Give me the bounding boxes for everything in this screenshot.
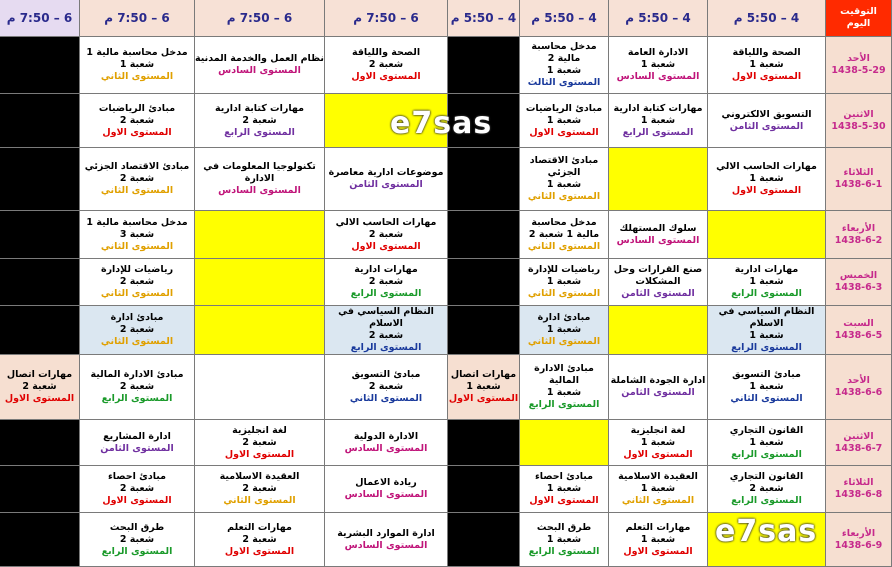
course-cell[interactable] [325, 355, 448, 420]
course-level: المستوى الرابع [731, 342, 802, 353]
empty-slot [520, 420, 609, 466]
course-level: المستوى الرابع [101, 393, 173, 404]
course-level: المستوى السادس [616, 234, 700, 246]
empty-slot [0, 513, 80, 567]
course-name: مبادئ التسويق [732, 369, 801, 380]
course-name: الصحة واللياقة [732, 47, 801, 58]
day-name: الأربعاء [841, 222, 876, 234]
course-cell[interactable] [80, 148, 195, 211]
course-name: مدخل محاسبة مالية 1 [86, 216, 188, 228]
course-cell[interactable] [708, 37, 826, 94]
course-name: مبادئ احصاء [107, 471, 167, 482]
empty-slot [195, 306, 325, 355]
course-section: شعبة 1 [546, 387, 582, 398]
course-cell[interactable] [325, 148, 448, 211]
day-name: الأحد [847, 53, 870, 64]
course-level: المستوى الثاني [621, 495, 695, 506]
day-date: 1438-6-2 [834, 234, 883, 246]
empty-slot [0, 420, 80, 466]
day-date: 1438-6-1 [834, 179, 883, 190]
course-level: المستوى الثاني [100, 336, 174, 347]
course-cell[interactable] [325, 466, 448, 513]
course-name: مهارات ادارية [354, 264, 418, 275]
course-cell[interactable] [325, 259, 448, 306]
course-name: مبادئ الاقتصاد الجزئي [84, 161, 190, 172]
course-name: مدخل محاسبة مالية 1 [86, 47, 188, 58]
course-name: نظام العمل والخدمة المدنية [195, 53, 324, 64]
course-name: رياضيات للإدارة [527, 264, 601, 275]
course-name: التسويق الالكتروني [721, 108, 812, 120]
course-level: المستوى الثاني [349, 393, 423, 404]
course-level: المستوى الثامن [349, 179, 423, 190]
course-cell[interactable] [609, 259, 708, 306]
time-header [80, 0, 195, 37]
course-name: مهارات كتابة ادارية [613, 102, 703, 114]
course-cell[interactable] [325, 211, 448, 259]
empty-slot [448, 420, 520, 466]
course-cell[interactable] [195, 37, 325, 94]
course-level: المستوى الاول [351, 71, 421, 82]
day-date: 1438-6-7 [834, 442, 883, 454]
course-section: شعبة 1 [749, 436, 784, 448]
time-header-label: 6 – 7:50 م [6, 11, 73, 25]
course-level: المستوى الرابع [224, 126, 295, 138]
course-section: شعبة 2 [119, 533, 155, 545]
course-level: المستوى الثالث [527, 77, 601, 88]
course-name: الصحة واللياقة [351, 47, 421, 58]
empty-slot [448, 37, 520, 94]
course-level: المستوى الاول [623, 448, 693, 460]
course-section: شعبة 2 [749, 483, 784, 494]
course-cell[interactable] [520, 355, 609, 420]
empty-slot [195, 355, 325, 420]
course-level: المستوى الاول [448, 393, 519, 404]
course-section: شعبة 2 [368, 381, 404, 392]
course-name: القانون التجاري [729, 424, 804, 436]
course-cell[interactable] [195, 94, 325, 148]
corner-day-label: اليوم [846, 18, 871, 29]
empty-slot [0, 37, 80, 94]
course-level: المستوى السادس [218, 65, 301, 76]
course-name: لغة انجليزية [232, 424, 287, 436]
time-header-label: 4 – 5:50 م [531, 11, 597, 25]
day-name: السبت [843, 318, 874, 329]
course-name: رياضيات للإدارة [100, 264, 174, 275]
course-cell[interactable] [80, 355, 195, 420]
day-cell [826, 259, 892, 306]
watermark-logo: e7sas [390, 106, 493, 141]
course-name: صنع القرارات وحل المشكلات [613, 264, 703, 287]
course-level: المستوى الثاني [100, 288, 174, 299]
empty-slot [609, 306, 708, 355]
course-section: شعبة 2 [368, 59, 404, 70]
day-cell [826, 355, 892, 420]
course-section: شعبة 2 [368, 228, 404, 240]
course-level: المستوى الرابع [350, 288, 422, 299]
course-section: شعبة 2 [242, 436, 277, 448]
course-cell[interactable] [325, 420, 448, 466]
day-name: الاثنين [843, 108, 874, 120]
day-date: 1438-5-30 [831, 120, 886, 132]
course-section: شعبة 2 [119, 381, 155, 392]
course-level: المستوى الاول [224, 545, 295, 557]
course-cell[interactable] [80, 420, 195, 466]
course-level: المستوى الاول [529, 126, 599, 138]
course-level: المستوى الثامن [100, 442, 174, 454]
course-level: المستوى الرابع [528, 399, 600, 410]
course-level: المستوى الاول [529, 495, 599, 506]
course-name: مهارات كتابة ادارية [214, 102, 305, 114]
course-section: شعبة 1 [546, 276, 582, 287]
day-cell [826, 94, 892, 148]
empty-slot [0, 94, 80, 148]
course-level: المستوى الثاني [223, 495, 296, 506]
course-section: شعبة 1 [749, 330, 784, 341]
day-cell [826, 148, 892, 211]
time-header [448, 0, 520, 37]
course-level: المستوى الاول [224, 448, 295, 460]
day-cell [826, 513, 892, 567]
course-name: مبادئ الرياضيات [98, 102, 176, 114]
course-level: المستوى الثاني [100, 185, 174, 196]
day-name: الثلاثاء [843, 477, 874, 488]
course-cell[interactable] [609, 466, 708, 513]
course-name: مبادئ الرياضيات [525, 102, 603, 114]
course-name: مبادئ الادارة المالية [534, 363, 594, 386]
course-cell[interactable] [520, 259, 609, 306]
course-cell[interactable] [80, 466, 195, 513]
course-cell[interactable] [448, 355, 520, 420]
time-header-label: 4 – 5:50 م [450, 11, 517, 25]
course-name: العقيدة الاسلامية [618, 471, 698, 482]
empty-slot [0, 148, 80, 211]
empty-slot [448, 513, 520, 567]
course-name: سلوك المستهلك [619, 222, 697, 234]
course-cell[interactable] [325, 513, 448, 567]
day-name: الاثنين [843, 430, 874, 442]
course-section: شعبة 2 [368, 330, 404, 341]
empty-slot [448, 211, 520, 259]
time-header-label: 6 – 7:50 م [104, 11, 170, 25]
time-header [0, 0, 80, 37]
course-cell[interactable] [195, 513, 325, 567]
course-cell[interactable] [609, 355, 708, 420]
day-date: 1438-6-5 [834, 330, 883, 341]
empty-slot [448, 466, 520, 513]
course-section: شعبة 2 [119, 324, 155, 335]
course-cell[interactable] [520, 211, 609, 259]
empty-slot [448, 306, 520, 355]
watermark-logo: e7sas [709, 514, 823, 549]
course-name: مبادئ ادارة [110, 312, 164, 323]
day-date: 1438-5-29 [831, 65, 886, 76]
course-level: المستوى الثاني [100, 71, 174, 82]
course-cell[interactable] [520, 148, 609, 211]
course-cell[interactable] [708, 306, 826, 355]
course-level: المستوى الاول [731, 185, 802, 196]
course-section: شعبة 1 [749, 59, 784, 70]
course-name: مبادئ الادارة المالية [90, 369, 184, 380]
empty-slot [708, 211, 826, 259]
course-name: مبادئ الاقتصاد الجزئي [529, 155, 599, 178]
course-level: المستوى الرابع [622, 126, 694, 138]
course-name: مبادئ التسويق [351, 369, 421, 380]
course-cell[interactable] [325, 306, 448, 355]
day-date: 1438-6-8 [834, 489, 883, 500]
time-header-label: 4 – 5:50 م [733, 11, 800, 25]
course-name: ادارة الجودة الشاملة [610, 375, 706, 386]
course-name: ريادة الاعمال [355, 477, 417, 488]
course-name: مبادئ ادارة [537, 312, 591, 323]
day-name: الخميس [839, 270, 878, 281]
course-section: شعبة 2 [119, 173, 155, 184]
empty-slot [448, 148, 520, 211]
time-header-label: 6 – 7:50 م [226, 11, 293, 25]
course-level: المستوى الثامن [621, 387, 695, 398]
course-level: المستوى الرابع [101, 545, 173, 557]
course-level: المستوى الثاني [100, 240, 174, 252]
course-name: العقيدة الاسلامية [219, 471, 300, 482]
course-name: تكنولوجيا المعلومات في الادارة [203, 161, 316, 184]
course-level: المستوى الثاني [527, 191, 601, 202]
course-name: الادارة العامة [627, 47, 689, 58]
course-section: شعبة 2 [242, 533, 277, 545]
course-name: مهارات التعلم [227, 521, 292, 533]
course-section: شعبة 1 [546, 533, 582, 545]
course-cell[interactable] [708, 420, 826, 466]
course-cell[interactable] [520, 306, 609, 355]
time-header-label: 6 – 7:50 م [353, 11, 419, 25]
course-level: المستوى الرابع [731, 448, 802, 460]
course-section: شعبة 3 [119, 228, 155, 240]
day-cell [826, 466, 892, 513]
time-header-label: 4 – 5:50 م [625, 11, 691, 25]
empty-slot [609, 148, 708, 211]
course-section: شعبة 1 [749, 173, 784, 184]
course-cell[interactable] [708, 148, 826, 211]
course-section: شعبة 1 [546, 483, 582, 494]
course-level: المستوى الاول [731, 71, 802, 82]
course-section: شعبة 2 [22, 381, 57, 392]
course-name: طرق البحث [109, 521, 165, 533]
course-name: النظام السياسي في الاسلام [718, 306, 815, 329]
course-level: المستوى السادس [344, 539, 428, 551]
course-name: مبادئ احصاء [534, 471, 594, 482]
course-cell[interactable] [80, 211, 195, 259]
course-cell[interactable] [609, 94, 708, 148]
course-cell[interactable] [80, 513, 195, 567]
course-level: المستوى الثامن [621, 288, 695, 299]
course-cell[interactable] [0, 355, 80, 420]
course-cell[interactable] [708, 466, 826, 513]
course-level: المستوى السادس [344, 489, 428, 500]
empty-slot [0, 466, 80, 513]
time-header [195, 0, 325, 37]
course-cell[interactable] [520, 37, 609, 94]
course-name: ادارة المشاريع [103, 430, 171, 442]
course-name: مهارات اتصال [450, 369, 517, 380]
course-level: المستوى السادس [218, 185, 301, 196]
course-section: شعبة 1 [546, 65, 582, 76]
course-name: لغة انجليزية [630, 424, 686, 436]
course-name: مدخل محاسبة مالية 1 شعبة 2 [528, 216, 600, 240]
day-date: 1438-6-3 [834, 282, 883, 293]
corner-header [826, 0, 892, 37]
course-name: ادارة الموارد البشرية [337, 527, 435, 539]
course-cell[interactable] [609, 513, 708, 567]
empty-slot [0, 211, 80, 259]
course-name: مهارات الحاسب الالي [335, 216, 437, 228]
course-level: المستوى الثاني [527, 240, 601, 252]
empty-slot [448, 259, 520, 306]
course-cell[interactable] [80, 259, 195, 306]
course-level: المستوى الاول [102, 495, 172, 506]
course-level: المستوى الثاني [527, 288, 601, 299]
course-cell[interactable] [80, 94, 195, 148]
empty-slot [195, 211, 325, 259]
course-cell[interactable] [80, 306, 195, 355]
course-level: المستوى الثامن [729, 120, 804, 132]
course-section: شعبة 2 [119, 114, 155, 126]
day-cell [826, 211, 892, 259]
course-level: المستوى السادس [616, 71, 700, 82]
empty-slot [195, 259, 325, 306]
time-header [520, 0, 609, 37]
day-date: 1438-6-6 [834, 387, 883, 398]
course-section: شعبة 1 [640, 436, 676, 448]
course-section: شعبة 1 [466, 381, 501, 392]
course-section: شعبة 2 [242, 114, 277, 126]
course-cell[interactable] [325, 37, 448, 94]
course-level: المستوى الثاني [527, 336, 601, 347]
course-name: مهارات التعلم [625, 521, 691, 533]
course-name: مهارات ادارية [734, 264, 799, 275]
course-level: المستوى الرابع [350, 342, 422, 353]
course-cell[interactable] [80, 37, 195, 94]
course-section: شعبة 1 [749, 276, 784, 287]
course-section: شعبة 1 [546, 114, 582, 126]
course-cell[interactable] [195, 466, 325, 513]
corner-time-label: التوقيت [840, 6, 877, 17]
course-level: المستوى الثاني [730, 393, 803, 404]
course-name: طرق البحث [536, 521, 592, 533]
course-cell[interactable] [609, 211, 708, 259]
course-level: المستوى الرابع [731, 288, 802, 299]
day-cell [826, 37, 892, 94]
empty-slot [0, 306, 80, 355]
course-level: المستوى الاول [102, 126, 172, 138]
course-name: موضوعات ادارية معاصرة [328, 167, 444, 178]
course-cell[interactable] [520, 466, 609, 513]
course-cell[interactable] [520, 513, 609, 567]
course-section: شعبة 1 [546, 324, 582, 335]
course-level: المستوى الرابع [528, 545, 600, 557]
day-cell [826, 420, 892, 466]
course-cell[interactable] [708, 94, 826, 148]
course-level: المستوى الاول [623, 545, 693, 557]
course-cell[interactable] [195, 148, 325, 211]
course-cell[interactable] [708, 259, 826, 306]
day-name: الثلاثاء [843, 167, 874, 178]
course-cell[interactable] [195, 420, 325, 466]
course-cell[interactable] [609, 37, 708, 94]
course-name: القانون التجاري [729, 471, 804, 482]
course-name: الادارة الدولية [353, 430, 419, 442]
course-name: مدخل محاسبة مالية 2 [531, 41, 597, 64]
course-name: مهارات اتصال [6, 369, 73, 380]
course-section: شعبة 1 [119, 59, 155, 70]
day-name: الأحد [847, 375, 870, 386]
course-level: المستوى الاول [4, 393, 75, 404]
course-cell[interactable] [708, 355, 826, 420]
course-cell[interactable] [520, 94, 609, 148]
time-header [325, 0, 448, 37]
course-section: شعبة 2 [242, 483, 277, 494]
course-section: شعبة 2 [119, 483, 155, 494]
day-name: الأربعاء [841, 527, 876, 539]
course-section: شعبة 2 [368, 276, 404, 287]
course-section: شعبة 1 [640, 533, 676, 545]
course-section: شعبة 1 [640, 114, 676, 126]
course-section: شعبة 2 [119, 276, 155, 287]
course-section: شعبة 1 [640, 483, 676, 494]
course-level: المستوى الاول [351, 240, 421, 252]
course-section: شعبة 1 [749, 381, 784, 392]
time-header [708, 0, 826, 37]
day-date: 1438-6-9 [834, 539, 883, 551]
course-section: شعبة 1 [546, 179, 582, 190]
course-level: المستوى السادس [344, 442, 428, 454]
empty-slot [0, 259, 80, 306]
day-cell [826, 306, 892, 355]
time-header [609, 0, 708, 37]
course-level: المستوى الرابع [731, 495, 802, 506]
course-name: مهارات الحاسب الالي [716, 161, 817, 172]
course-section: شعبة 1 [640, 59, 676, 70]
course-cell[interactable] [609, 420, 708, 466]
course-name: النظام السياسي في الاسلام [338, 306, 434, 329]
